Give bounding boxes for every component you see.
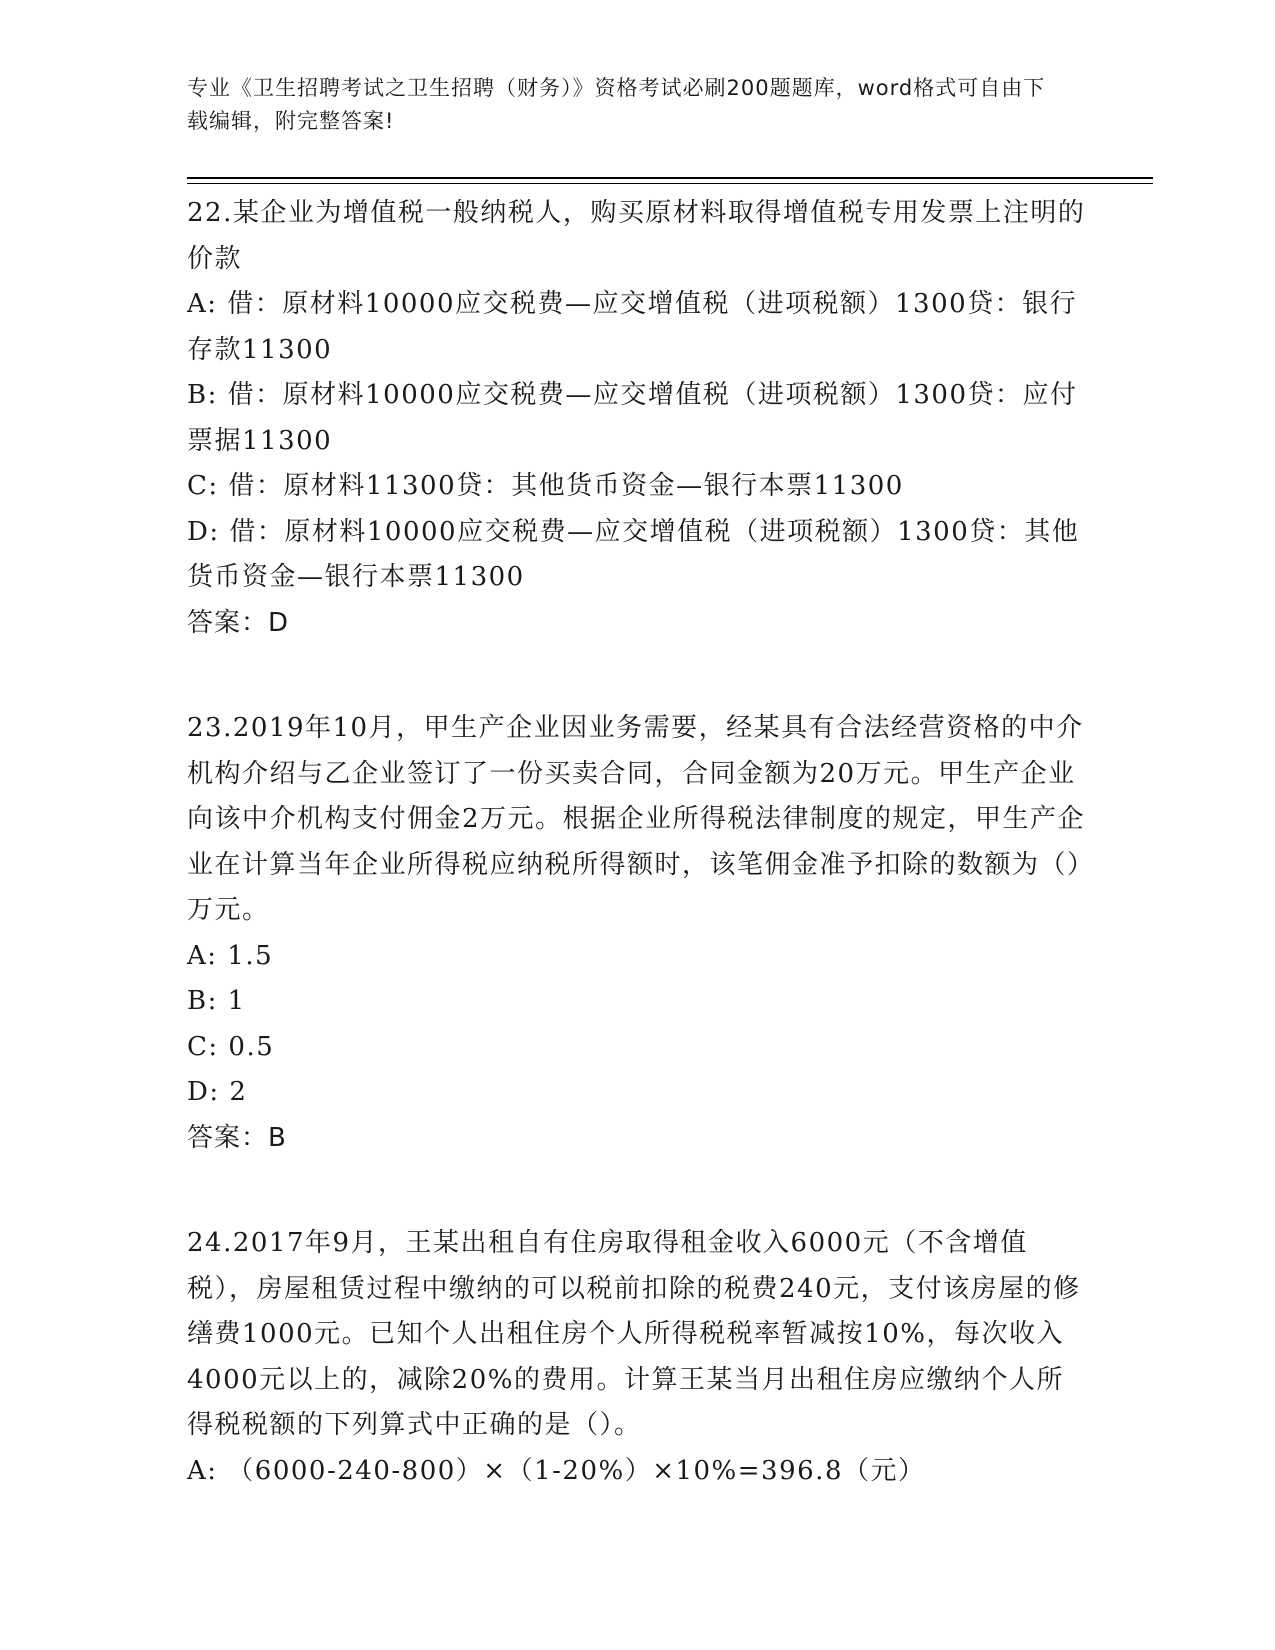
- question-text: 23.2019年10月，甲生产企业因业务需要，经某具有合法经营资格的中介机构介绍与乙企业签订了一份买卖合同，合同金额为20万元。甲生产企业向该中介机构支付佣金2万元。根据企业所得税法律制度的规定，甲生产企业在计算当年企业所得税应纳税所得额时，该笔佣金准予扣除的数额为（）万元。: [187, 713, 1086, 925]
- option-a: A: 1.5: [187, 940, 274, 971]
- option-c: C: 借：原材料11300贷：其他货币资金—银行本票11300: [187, 471, 904, 501]
- option-b: B: 借：原材料10000应交税费—应交增值税（进项税额）1300贷：应付票据11300: [187, 380, 1078, 456]
- option-a: A: 借：原材料10000应交税费—应交增值税（进项税额）1300贷：银行存款11300: [187, 289, 1078, 365]
- question-24: [187, 1221, 1087, 1494]
- option-d: D: 借：原材料10000应交税费—应交增值税（进项税额）1300贷：其他货币资金—银行本票11300: [187, 516, 1080, 592]
- question-list: [187, 191, 1087, 1554]
- question-text: 22.某企业为增值税一般纳税人，购买原材料取得增值税专用发票上注明的价款: [187, 198, 1086, 274]
- option-b: B: 1: [187, 986, 246, 1016]
- document-header: 专业《卫生招聘考试之卫生招聘（财务）》资格考试必刷200题题库，word格式可自由下载编辑，附完整答案!: [187, 76, 1046, 133]
- answer: 答案：D: [187, 607, 290, 638]
- option-a: A: （6000-240-800）×（1-20%）×10%=396.8（元）: [187, 1455, 926, 1486]
- question-22: [187, 191, 1087, 646]
- question-23: [187, 706, 1087, 1161]
- option-d: D: 2: [187, 1077, 248, 1107]
- header-rule-thin: [187, 183, 1153, 184]
- question-text: 24.2017年9月，王某出租自有住房取得租金收入6000元（不含增值税），房屋租赁过程中缴纳的可以税前扣除的税费240元，支付该房屋的修缮费1000元。已知个人出租住房个人所得税税率暂减按10%，每次收入4000元以上的，减除20%的费用。计算王某当月出租住房应缴纳个人所得税税额的下列算式中正确的是（）。: [187, 1228, 1081, 1440]
- header-rule-thick: [187, 177, 1153, 179]
- option-c: C: 0.5: [187, 1031, 275, 1062]
- answer: 答案：B: [187, 1122, 287, 1153]
